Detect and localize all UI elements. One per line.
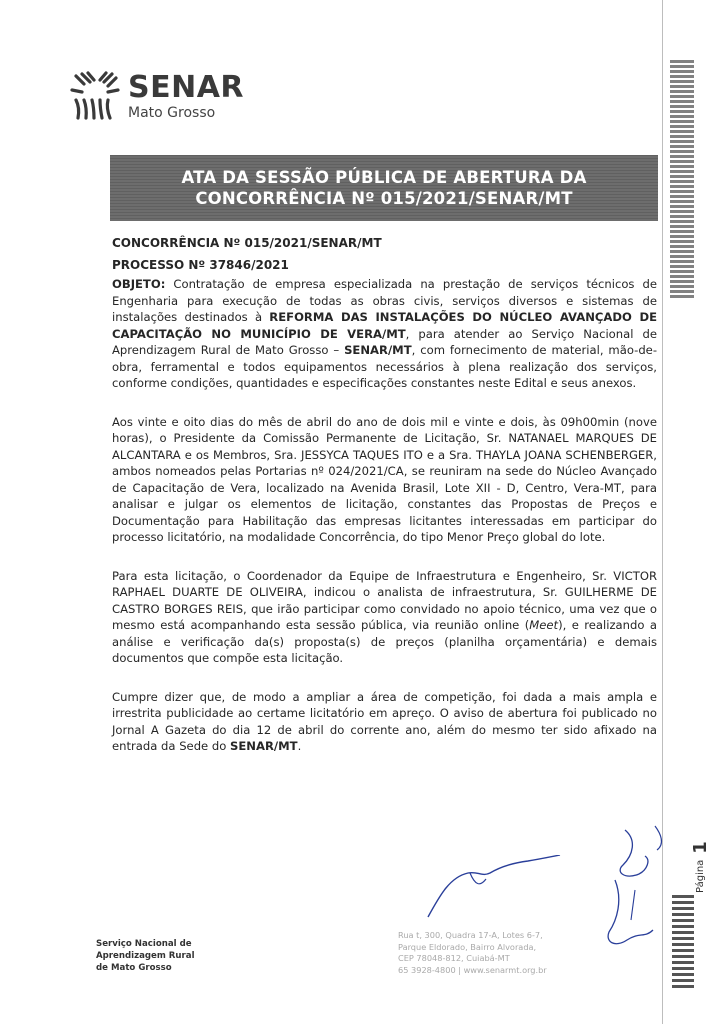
objeto-bold-2: SENAR/MT bbox=[344, 343, 412, 357]
session-paragraph: Aos vinte e oito dias do mês de abril do ano de dois mil e vinte e dois, às 09h00min (nove horas), o Presidente da Comissão Permanente de Licitação, Sr. NATANAEL MARQUES DE ALCANTARA e os Membros, Sra. JESSYCA TAQUES ITO e a Sra. THAYLA JOANA SCHENBERGER, ambos nomeados pelas Portarias nº 024/2021/CA, se reuniram na sede do Núcleo Avançado de Capacitação de Vera, localizado na Avenida Brasil, Lote XII - D, Centro, Vera-MT, para analisar e julgar os elementos de licitação, constantes das Propostas de Preços e Documentação para Habilitação das empresas licitantes interessadas em participar do processo licitatório, na modalidade Concorrência, do tipo Menor Preço global do lote. bbox=[112, 414, 657, 544]
paragraph4-before: Cumpre dizer que, de modo a ampliar a área de competição, foi dada a mais ampla e irrestrita publicidade ao certame licitatório em apreço. O aviso de abertura foi publicado no Jornal A Gazeta do dia 12 de abril do corrente ano, além do mesmo ter sido afixado na entrada da Sede do bbox=[112, 689, 657, 753]
paragraph3-before: Para esta licitação, o Coordenador da Equipe de Infraestrutura e Engenheiro, Sr. VICTOR RAPHAEL DUARTE DE OLIVEIRA, indicou o analista de infraestrutura, Sr. GUILHERME DE CASTRO BORGES REIS, que irão participar como convidado no apoio técnico, uma vez que o mesmo está acompanhando esta sessão pública, via reunião online ( bbox=[112, 568, 657, 632]
technical-support-paragraph bbox=[112, 568, 657, 667]
senar-logo-icon bbox=[68, 70, 120, 122]
footer-addr-line-2: Parque Eldorado, Bairro Alvorada, bbox=[398, 941, 537, 952]
footer-addr-line-4: 65 3928-4800 | www.senarmt.org.br bbox=[398, 964, 547, 975]
footer-organization bbox=[96, 938, 195, 974]
title-line-1: ATA DA SESSÃO PÚBLICA DE ABERTURA DA bbox=[181, 167, 587, 187]
document-title bbox=[110, 155, 658, 221]
signature-1 bbox=[420, 855, 570, 925]
objeto-label: OBJETO: bbox=[112, 277, 166, 291]
footer-address bbox=[398, 930, 547, 976]
footer-addr-line-1: Rua t, 300, Quadra 17-A, Lotes 6-7, bbox=[398, 930, 543, 940]
side-stripes-decoration bbox=[670, 60, 694, 300]
objeto-text-2: , para atender ao Serviço Nacional de Aprendizagem Rural de Mato Grosso – bbox=[112, 326, 657, 357]
concorrencia-number: CONCORRÊNCIA Nº 015/2021/SENAR/MT bbox=[112, 236, 382, 250]
signature-2 bbox=[595, 820, 675, 970]
processo-number: PROCESSO Nº 37846/2021 bbox=[112, 258, 289, 272]
page-number-value: 1 bbox=[689, 841, 711, 854]
footer-org-line-1: Serviço Nacional de bbox=[96, 939, 192, 949]
objeto-text-3: , com fornecimento de material, mão-de-obra, ferramental e todos equipamentos necessários à plena realização dos serviços, conforme condições, quantidades e especificações constantes neste Edital e seus anexos. bbox=[112, 343, 657, 390]
page-label: Página bbox=[694, 859, 706, 893]
document-body bbox=[112, 232, 657, 755]
logo-name: SENAR bbox=[128, 69, 245, 105]
publicity-paragraph bbox=[112, 689, 657, 755]
footer-org-line-2: Aprendizagem Rural bbox=[96, 951, 195, 961]
footer-org-line-3: de Mato Grosso bbox=[96, 963, 172, 973]
footer-addr-line-3: CEP 78048-812, Cuiabá-MT bbox=[398, 953, 510, 963]
paragraph4-after: . bbox=[297, 739, 302, 753]
objeto-text-1: Contratação de empresa especializada na prestação de serviços técnicos de Engenharia para execução de todas as obras civis, serviços diversos e sistemas de instalações destinados à bbox=[112, 277, 657, 324]
side-stripes-bottom-decoration bbox=[672, 895, 694, 991]
objeto-paragraph bbox=[112, 276, 657, 392]
senar-logo bbox=[68, 70, 244, 122]
paragraph3-after: ), e realizando a análise e verificação da(s) proposta(s) de preços (planilha orçamentária) e demais documentos que compõe esta licitação. bbox=[112, 618, 657, 665]
paragraph3-italic: Meet bbox=[529, 618, 559, 632]
page-number bbox=[676, 841, 724, 893]
title-line-2: CONCORRÊNCIA Nº 015/2021/SENAR/MT bbox=[195, 189, 573, 208]
paragraph4-bold: SENAR/MT bbox=[230, 739, 298, 753]
objeto-bold-1: REFORMA DAS INSTALAÇÕES DO NÚCLEO AVANÇADO DE CAPACITAÇÃO NO MUNICÍPIO DE VERA/MT bbox=[112, 310, 657, 341]
logo-subtitle: Mato Grosso bbox=[128, 104, 216, 121]
